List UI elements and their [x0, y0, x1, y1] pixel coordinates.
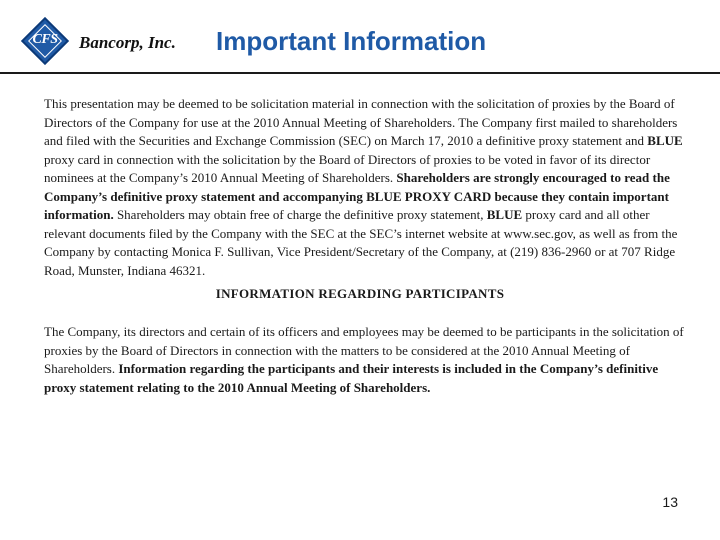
- disclosure-paragraph: [44, 95, 684, 280]
- p1-blue-2: BLUE: [486, 207, 523, 222]
- p1-text-2: proxy card in connection with the solicitation by the Board of Directors of proxies to be voted in favor of its director nominees at the Company’s 2010 Annual Meeting of Shareholders.: [44, 151, 651, 185]
- p1-emphasis: Shareholders are strongly encouraged to read the Company’s definitive proxy statement and accompanying BLUE PROXY CARD because they contain important information.: [44, 170, 670, 222]
- p1-blue-1: BLUE: [647, 133, 683, 148]
- page-number: 13: [662, 494, 678, 510]
- participants-heading: INFORMATION REGARDING PARTICIPANTS: [215, 286, 505, 301]
- p1-text-3: Shareholders may obtain free of charge the definitive proxy statement,: [113, 207, 487, 222]
- logo-company-name: Bancorp, Inc.: [79, 33, 176, 52]
- p1-text-1: This presentation may be deemed to be solicitation material in connection with the solicitation of proxies by the Board of Directors of the Company for use at the 2010 Annual Meeting of Shareholders. The Company first mailed to shareholders and filed with the Securities and Exchange Commission (SEC) on March 17, 2010 a definitive proxy statement and: [44, 96, 678, 148]
- p1-text-4: proxy card and all other relevant documents filed by the Company with the SEC at the SEC’s internet website at www.sec.gov, as well as from the Company by contacting Monica F. Sullivan, Vice President/Secretary of the Company, at (219) 836-2960 or at 707 Ridge Road, Munster, Indiana 46321.: [44, 207, 678, 278]
- participants-paragraph: [44, 323, 684, 397]
- header-divider: [0, 72, 720, 74]
- logo-mark-text: CFS: [32, 32, 58, 47]
- p2-emphasis: Information regarding the participants and their interests is included in the Company’s definitive proxy statement relating to the 2010 Annual Meeting of Shareholders.: [44, 361, 659, 395]
- p2-text-1: The Company, its directors and certain of its officers and employees may be deemed to be participants in the solicitation of proxies by the Board of Directors in connection with the matters to be considered at the 2010 Annual Meeting of Shareholders.: [44, 324, 684, 376]
- page-title: Important Information: [216, 26, 487, 56]
- company-logo: [22, 20, 222, 66]
